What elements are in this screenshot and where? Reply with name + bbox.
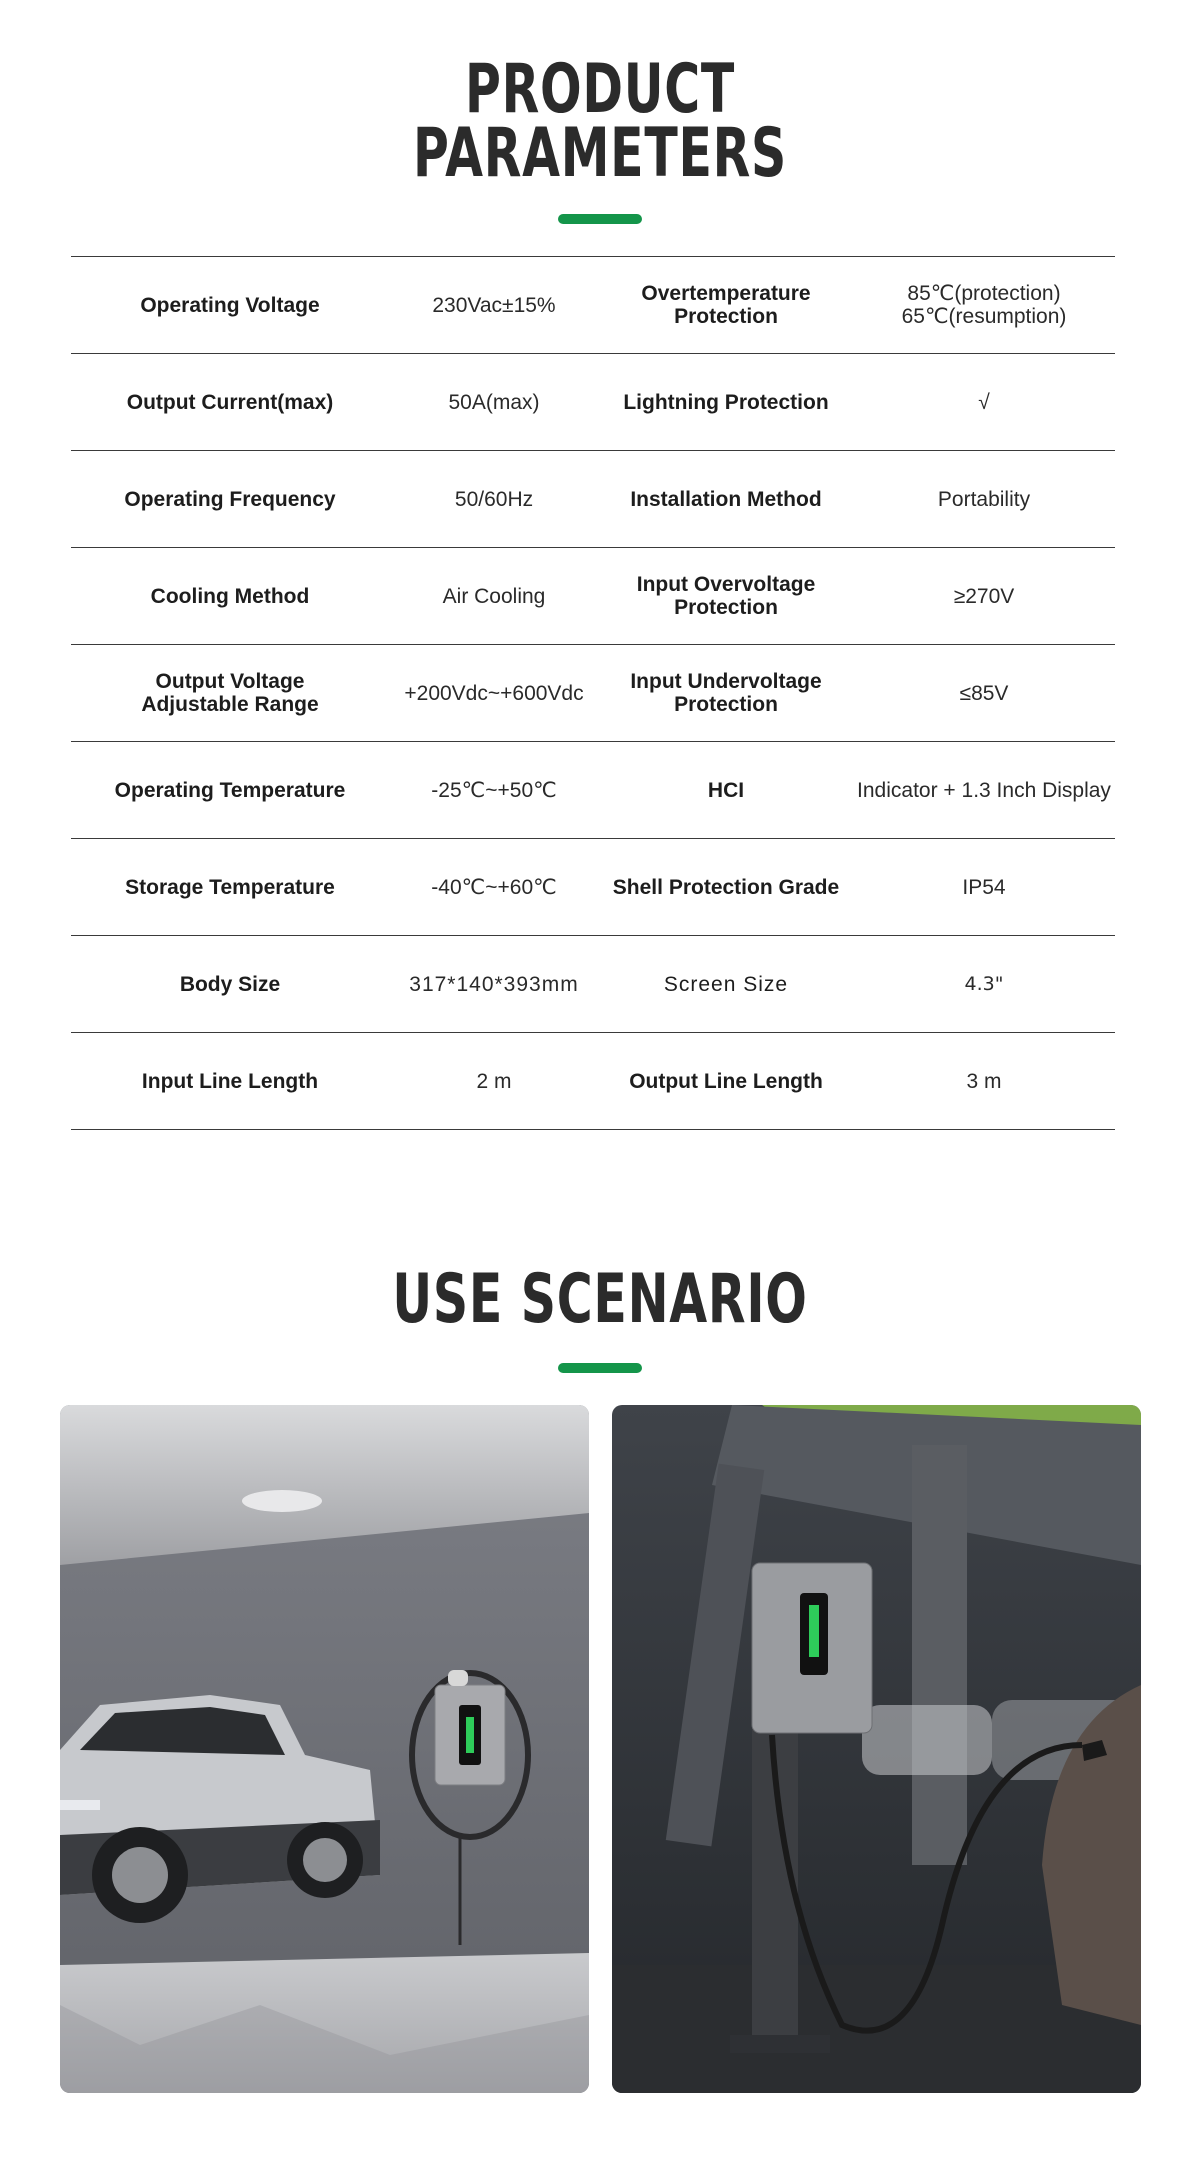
param-label: Shell Protection Grade <box>612 875 840 899</box>
param-label: Output Line Length <box>629 1069 823 1093</box>
scenario-accent-bar <box>558 1363 642 1373</box>
param-value: √ <box>978 390 990 414</box>
param-label: Cooling Method <box>150 584 310 608</box>
param-value: -25℃~+50℃ <box>431 778 557 802</box>
param-label: Body Size <box>179 972 281 996</box>
table-row <box>71 257 1115 354</box>
param-label: Lightning Protection <box>623 390 829 414</box>
table-row <box>71 936 1115 1033</box>
param-value: -40℃~+60℃ <box>431 875 557 899</box>
parameters-title-line1: PRODUCT <box>465 50 735 129</box>
param-label: Operating Voltage <box>140 293 320 317</box>
param-label: Operating Temperature <box>114 778 346 802</box>
param-value: 2 m <box>476 1069 512 1093</box>
ceiling-light-icon <box>242 1490 322 1512</box>
parameters-title <box>168 50 1032 193</box>
param-label: Operating Frequency <box>124 487 336 511</box>
param-value: IP54 <box>962 875 1006 899</box>
table-row <box>71 451 1115 548</box>
table-row <box>71 839 1115 936</box>
table-row <box>71 354 1115 451</box>
param-label: Input Overvoltage Protection <box>636 573 816 619</box>
param-label: Output Voltage Adjustable Range <box>141 670 319 716</box>
param-value: 50/60Hz <box>454 487 534 511</box>
param-value: ≤85V <box>959 681 1009 705</box>
param-value: Indicator + 1.3 Inch Display <box>857 778 1111 802</box>
param-value: +200Vdc~+600Vdc <box>404 681 584 705</box>
table-row <box>71 742 1115 839</box>
scenario-title: USE SCENARIO <box>392 1260 808 1339</box>
param-label: Input Undervoltage Protection <box>630 670 822 716</box>
param-value: 3 m <box>966 1069 1002 1093</box>
param-label: Output Current(max) <box>126 390 334 414</box>
parameters-title-line2: PARAMETERS <box>412 114 788 193</box>
table-row <box>71 1033 1115 1130</box>
param-value: Portability <box>937 487 1031 511</box>
parking-scene <box>612 1405 1141 2093</box>
param-value: 4.3" <box>964 972 1004 995</box>
param-label: Input Line Length <box>141 1069 319 1093</box>
param-label: Overtemperature Protection <box>641 282 811 328</box>
param-value: 50A(max) <box>448 390 540 414</box>
param-label: Screen Size <box>663 972 789 996</box>
parameters-accent-bar <box>558 214 642 224</box>
scenario-image-garage <box>60 1405 589 2093</box>
param-value: Air Cooling <box>442 584 546 608</box>
param-label: Installation Method <box>630 487 822 511</box>
param-value: 85℃(protection) 65℃(resumption) <box>901 282 1067 328</box>
param-value: 317*140*393mm <box>409 972 579 996</box>
table-row <box>71 548 1115 645</box>
scenario-image-parking <box>612 1405 1141 2093</box>
parameters-table <box>71 256 1115 1130</box>
garage-scene <box>60 1405 589 2093</box>
table-row <box>71 645 1115 742</box>
param-value: 230Vac±15% <box>432 293 556 317</box>
param-label: Storage Temperature <box>125 875 335 899</box>
param-label: HCI <box>707 778 745 802</box>
param-value: ≥270V <box>953 584 1015 608</box>
